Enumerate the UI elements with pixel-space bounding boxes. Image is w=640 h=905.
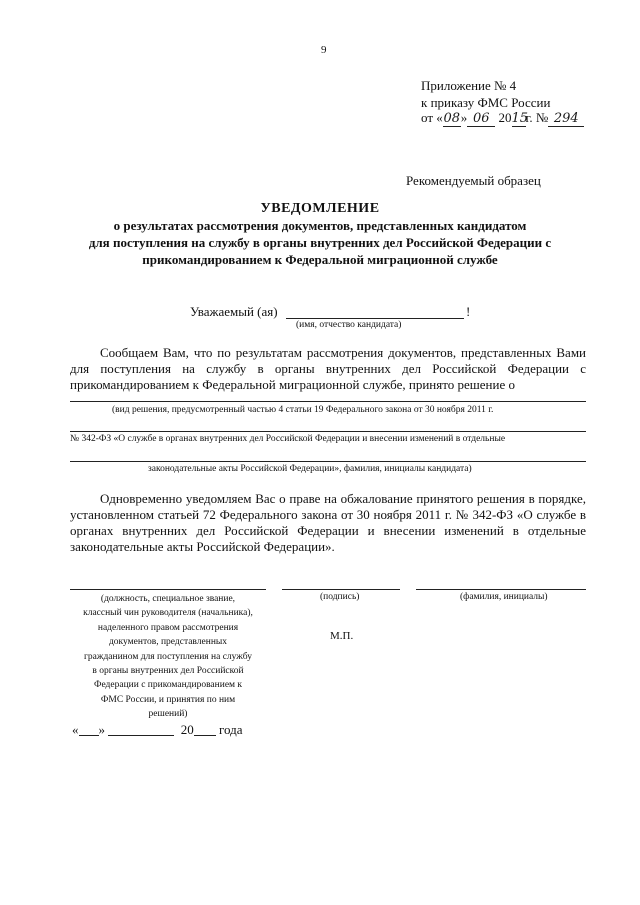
position-field[interactable] xyxy=(70,589,266,590)
date-century: 20 xyxy=(180,722,194,737)
title-line1: о результатах рассмотрения документов, представленных кандидатом xyxy=(113,218,527,233)
decision-field-1[interactable] xyxy=(70,401,586,402)
date-close-quote: » xyxy=(98,722,105,737)
position-hint-line: Федерации с прикомандированием к xyxy=(93,680,243,691)
appendix-day-handwritten: 08 xyxy=(443,111,461,126)
decision-field-3[interactable] xyxy=(70,461,586,462)
position-hint-line: в органы внутренних дел Российской xyxy=(92,666,244,677)
date-day-field[interactable] xyxy=(79,723,99,736)
position-hint-line: ФМС России, и принятия по ним xyxy=(100,694,236,705)
appendix-date-quote: » xyxy=(460,110,468,125)
signature-field[interactable] xyxy=(282,589,400,590)
appendix-number-handwritten: 294 xyxy=(553,111,579,126)
appendix-line3 xyxy=(421,110,584,127)
decision-field-2[interactable] xyxy=(70,431,586,432)
appendix-line1: Приложение № 4 xyxy=(421,78,517,93)
body1-line3: прикомандированием к Федеральной миграционной службе, принято решение о xyxy=(70,377,515,392)
position-hint-line: наделенного правом рассмотрения xyxy=(97,622,239,633)
date-line xyxy=(72,722,243,738)
candidate-name-field[interactable] xyxy=(286,318,464,319)
body1-line1: Сообщаем Вам, что по результатам рассмотрения документов, представленных Вами xyxy=(100,345,586,360)
decision-hint-line1: (вид решения, предусмотренный частью 4 статьи 19 Федерального закона от 30 ноября 2011 г. xyxy=(112,405,494,415)
body2-line1: Одновременно уведомляем Вас о праве на обжалование принятого решения в порядке, xyxy=(100,491,586,506)
appendix-date-prefix: от « xyxy=(421,110,443,125)
appendix-year-handwritten: 15 xyxy=(511,111,529,126)
recommended-sample-label: Рекомендуемый образец xyxy=(406,173,541,188)
name-field[interactable] xyxy=(416,589,586,590)
candidate-name-hint: (имя, отчество кандидата) xyxy=(296,320,402,330)
greeting-exclamation: ! xyxy=(466,304,471,319)
date-open-quote: « xyxy=(72,722,79,737)
signature-hint: (подпись) xyxy=(320,592,360,602)
appendix-line2: к приказу ФМС России xyxy=(421,95,551,110)
title-line2: для поступления на службу в органы внутренних дел Российской Федерации с xyxy=(88,235,552,250)
greeting-label: Уважаемый (ая) xyxy=(190,304,278,319)
body2-line2: установленном статьей 72 Федерального закона от 30 ноября 2011 г. № 342-ФЗ «О службе в xyxy=(70,507,586,522)
appendix-number-label: г. № xyxy=(525,110,549,125)
decision-hint-line2: № 342-ФЗ «О службе в органах внутренних дел Российской Федерации и внесении изменений в отдельные xyxy=(70,434,506,444)
appendix-month-handwritten: 06 xyxy=(472,111,490,126)
appendix-year-prefix: 20 xyxy=(498,110,512,125)
decision-hint-line3: законодательные акты Российской Федерации», фамилия, инициалы кандидата) xyxy=(148,464,472,474)
page-number: 9 xyxy=(321,44,327,56)
date-month-field[interactable] xyxy=(108,723,174,736)
document-title: УВЕДОМЛЕНИЕ xyxy=(260,201,380,216)
body2-line4: законодательные акты Российской Федерации». xyxy=(70,539,335,554)
position-hint-line: документов, представленных xyxy=(108,637,228,648)
stamp-label: М.П. xyxy=(330,630,354,642)
position-hint-line: гражданином для поступления на службу xyxy=(84,651,252,662)
date-year-field[interactable] xyxy=(194,723,216,736)
body2-line3: органах внутренних дел Российской Федерации и внесении изменений в отдельные xyxy=(70,523,586,538)
body1-line2: для поступления на службу в органы внутренних дел Российской Федерации с xyxy=(70,361,586,376)
position-hint xyxy=(60,592,276,722)
position-hint-line: решений) xyxy=(148,709,188,720)
position-hint-line: классный чин руководителя (начальника), xyxy=(83,608,253,619)
position-hint-line: (должность, специальное звание, xyxy=(100,594,236,604)
name-hint: (фамилия, инициалы) xyxy=(460,592,548,602)
title-line3: прикомандированием к Федеральной миграционной службе xyxy=(142,252,498,267)
date-suffix: года xyxy=(219,722,243,737)
